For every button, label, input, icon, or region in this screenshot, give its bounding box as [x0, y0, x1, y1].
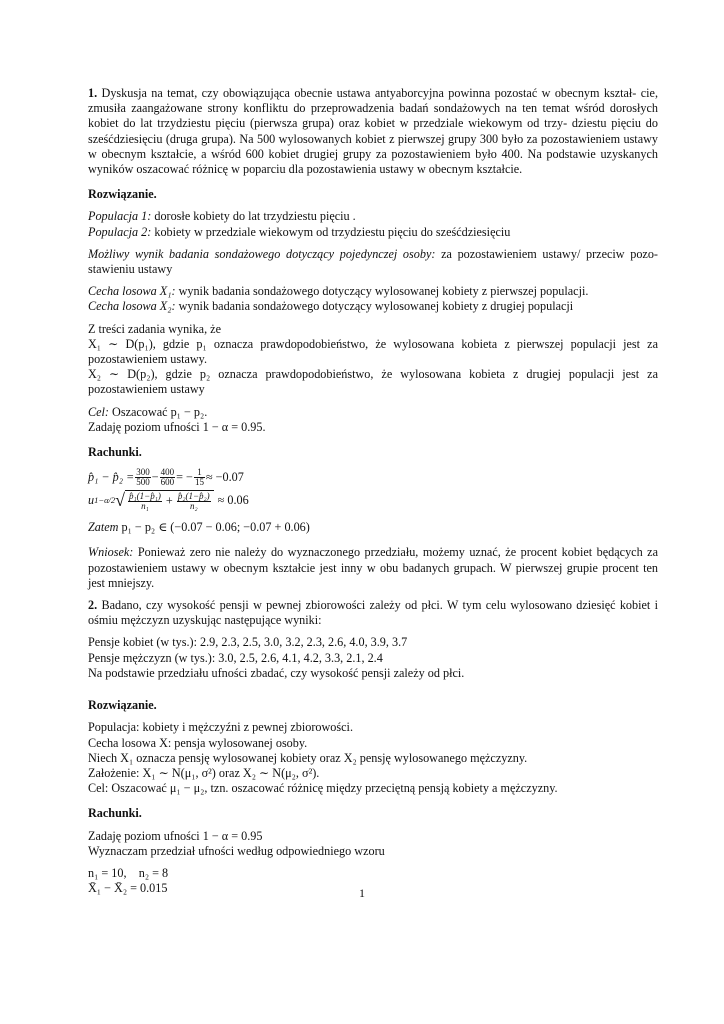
feature-2: Cecha losowa X: pensja wylosowanej osoby. — [88, 735, 308, 750]
possible-outcome-text: za pozostawieniem ustawy/ przeciw pozo- stawieniu ustawy — [88, 246, 658, 277]
goal-2: Cel: Oszacować μ₁ − μ₂, tzn. oszacować różnicę między przeciętną pensją kobiety a mężczyzny. — [88, 781, 558, 796]
random-feature-x1-text: wynik badania sondażowego dotyczący wylosowanej kobiety z pierwszej populacji. — [175, 284, 589, 299]
formula-margin-of-error — [88, 487, 658, 513]
interval-result — [88, 520, 658, 535]
problem-2-number: 2. — [88, 598, 98, 613]
sqrt-sign: √ — [115, 489, 126, 510]
problem-1-text: Dyskusja na temat, czy obowiązująca obecnie ustawa antyaborcyjna powinna pozostać w obecnym kształ- cie, zmusiła zaangażowane strony konfliktu do przeprowadzenia badań sondażowych na ten temat wśród dorosłych kobiet do lat trzydziestu pięciu (pierwsza grupa) oraz kobiet w przedziale wiekowym od trzy- dziestu pięciu do sześćdziesięciu (druga grupa). Na 500 wylosowanych kobiet z pierwszej grupy 300 było za pozostawieniem ustawy w obecnym kształcie, a wśród 600 kobiet drugiej grupy za pozostawieniem było 400. Na podstawie uzyskanych wyników oszacować różnicę w poparciu dla pozostawienia ustawy w obecnym kształcie. — [88, 86, 658, 177]
from-task-text: Z treści zadania wynika, że — [88, 321, 221, 336]
goal-1-text: Oszacować p₁ − p₂. — [108, 404, 208, 419]
possible-outcome — [88, 247, 658, 277]
formula-result: ≈ −0.07 — [205, 469, 244, 484]
confidence-level-2: Zadaję poziom ufności 1 − α = 0.95 — [88, 828, 263, 843]
x1-distribution: X₁ ∼ D(p₁), gdzie p₁ oznacza prawdopodobieństwo, że wylosowana kobieta z pierwszej populacji jest za pozostawieniem ustawy. — [88, 336, 658, 367]
fraction-numerator: 1 — [194, 468, 205, 478]
population-2-desc: Populacja: kobiety i mężczyźni z pewnej zbiorowości. — [88, 720, 353, 735]
formula-lhs: p̂₁ − p̂₂ = — [88, 469, 135, 484]
possible-outcome-label: Możliwy wynik badania sondażowego dotyczący pojedynczej osoby: — [88, 246, 436, 261]
fraction-400-600 — [160, 468, 176, 487]
fraction-1-15 — [194, 468, 205, 487]
conclusion-text: Ponieważ zero nie należy do wyznaczonego przedziału, możemy uznać, że procent kobiet będących za pozostawieniem ustawy w obecnym kształcie jest inny w obu badanych grupach. W pierwszej grupie procent ten jest mniejszy. — [88, 545, 658, 590]
solution-heading-2: Rozwiązanie. — [88, 698, 157, 713]
equals-minus: = − — [176, 469, 193, 484]
random-feature-x1 — [88, 284, 658, 299]
random-feature-x2-text: wynik badania sondażowego dotyczący wylosowanej kobiety z drugiej populacji — [175, 299, 574, 314]
fraction-denominator: 15 — [194, 476, 204, 487]
calc-heading-1: Rachunki. — [88, 445, 142, 460]
formula-point-estimate — [88, 467, 658, 487]
interval-label: Zatem — [88, 520, 119, 535]
fraction-numerator: 300 — [136, 466, 150, 477]
problem-2-statement — [88, 598, 658, 628]
calc-heading-2: Rachunki. — [88, 806, 142, 821]
page-number: 1 — [359, 886, 365, 900]
sqrt-body — [125, 490, 214, 511]
problem-2-text: Badano, czy wysokość pensji w pewnej zbiorowości zależy od płci. W tym celu wylosowano dziesięć kobiet i ośmiu mężczyzn uzyskując następujące wyniki: — [88, 598, 658, 628]
fraction-var-1 — [128, 492, 162, 511]
quantile-u: u — [88, 492, 95, 507]
fraction-denominator: 500 — [136, 476, 150, 487]
interval-text: p₁ − p₂ ∈ (−0.07 − 0.06; −0.07 + 0.06) — [118, 520, 310, 535]
goal-1-label: Cel: — [88, 404, 109, 419]
fraction-var-2 — [177, 492, 211, 511]
sample-sizes: n₁ = 10, n₂ = 8 — [88, 865, 169, 880]
notation-2: Niech X₁ oznacza pensję wylosowanej kobiety oraz X₂ pensję wylosowanego mężczyzny. — [88, 750, 528, 765]
fraction-numerator: p̂₁(1−p̂₁) — [129, 490, 161, 501]
population-1-text: dorosłe kobiety do lat trzydziestu pięciu . — [151, 209, 356, 224]
formula-result: ≈ 0.06 — [217, 492, 249, 507]
population-2-label: Populacja 2: — [88, 224, 152, 239]
interval-formula-text: Wyznaczam przedział ufności według odpowiedniego wzoru — [88, 843, 385, 858]
fraction-denominator: 600 — [160, 476, 175, 487]
fraction-numerator: 400 — [160, 466, 175, 477]
document-page — [88, 86, 658, 896]
population-1 — [88, 209, 658, 224]
goal-1 — [88, 405, 658, 420]
fraction-denominator: n₁ — [141, 500, 149, 511]
population-2 — [88, 225, 658, 240]
assumption-2: Założenie: X₁ ∼ N(μ₁, σ²) oraz X₂ ∼ N(μ₂, σ²). — [88, 765, 320, 780]
mean-difference: X̄₁ − X̄₂ = 0.015 — [88, 881, 168, 896]
problem-1-number: 1. — [88, 86, 98, 100]
conclusion — [88, 545, 658, 591]
x2-distribution: X₂ ∼ D(p₂), gdzie p₂ oznacza prawdopodobieństwo, że wylosowana kobieta z drugiej populacji jest za pozostawieniem ustawy — [88, 367, 658, 397]
problem-1-statement — [88, 86, 658, 177]
fraction-numerator: p̂₂(1−p̂₂) — [177, 490, 210, 501]
problem-2-task: Na podstawie przedziału ufności zbadać, czy wysokość pensji zależy od płci. — [88, 665, 465, 680]
confidence-level-1: Zadaję poziom ufności 1 − α = 0.95. — [88, 419, 266, 434]
fraction-denominator: n₂ — [189, 500, 198, 511]
conclusion-label: Wniosek: — [88, 545, 134, 560]
solution-heading-1: Rozwiązanie. — [88, 187, 157, 202]
fraction-300-500 — [135, 468, 151, 487]
men-wages: Pensje mężczyzn (w tys.): 3.0, 2.5, 2.6, 4.1, 4.2, 3.3, 2.1, 2.4 — [88, 650, 383, 665]
quantile-subscript: 1−α/2 — [94, 494, 116, 505]
plus-sign: + — [165, 493, 173, 508]
random-feature-x1-label: Cecha losowa X₁: — [88, 284, 176, 299]
random-feature-x2-label: Cecha losowa X₂: — [88, 299, 176, 314]
minus-sign: − — [151, 469, 159, 484]
women-wages: Pensje kobiet (w tys.): 2.9, 2.3, 2.5, 3.0, 3.2, 2.3, 2.6, 4.0, 3.9, 3.7 — [88, 635, 408, 650]
random-feature-x2 — [88, 299, 658, 314]
population-1-label: Populacja 1: — [88, 209, 152, 224]
population-2-text: kobiety w przedziale wiekowym od trzydziestu pięciu do sześćdziesięciu — [151, 224, 511, 239]
